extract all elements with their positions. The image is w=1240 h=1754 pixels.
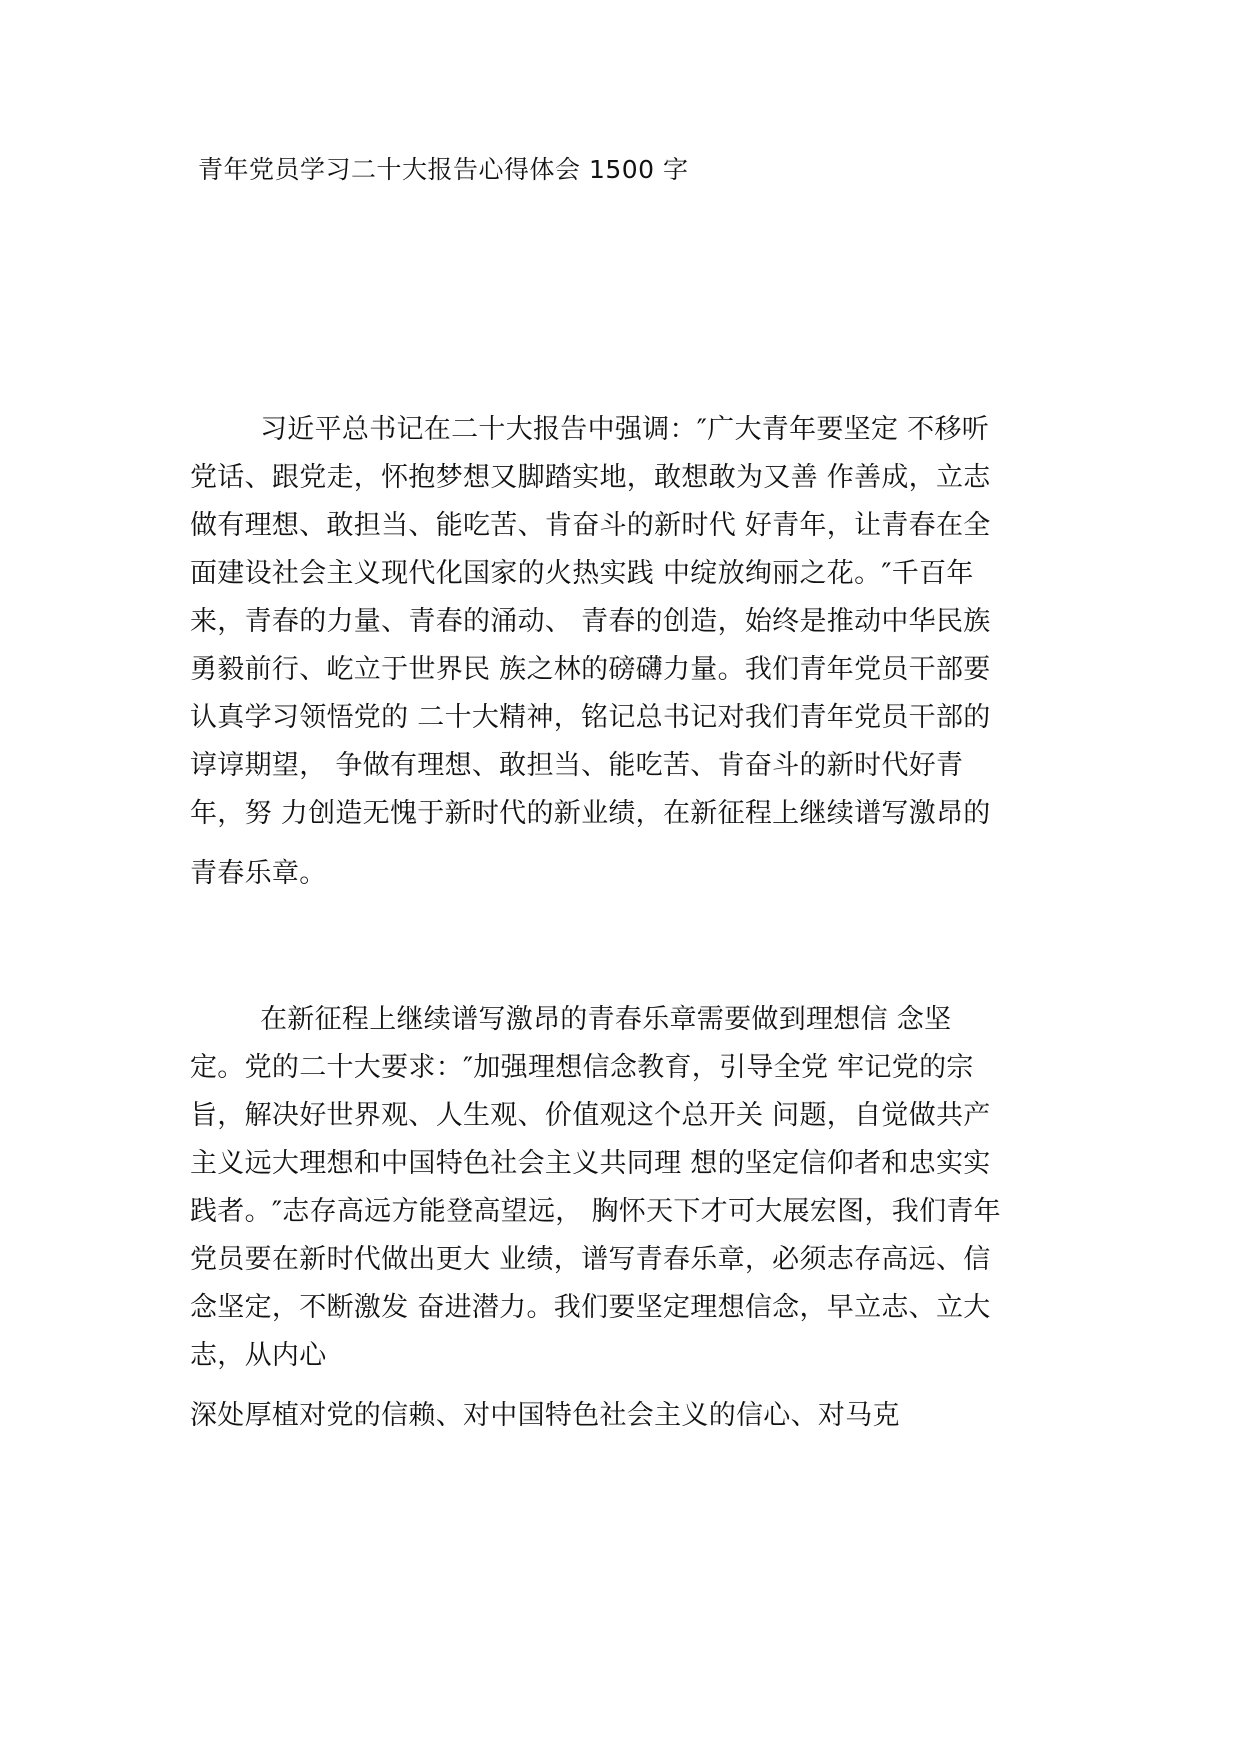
paragraph-line: 习近平总书记在二十大报告中强调：″广大青年要坚定 不移听 (260, 414, 990, 445)
paragraph-line: 谆谆期望， 争做有理想、敢担当、能吃苦、肯奋斗的新时代好青 (190, 750, 964, 781)
document-title: 青年党员学习二十大报告心得体会 1500 字 (198, 155, 689, 184)
paragraph-line: 主义远大理想和中国特色社会主义共同理 想的坚定信仰者和忠实实 (190, 1148, 991, 1179)
paragraph-line: 青春乐章。 (190, 858, 327, 889)
paragraph-line: 党话、跟党走，怀抱梦想又脚踏实地，敢想敢为又善 作善成，立志 (190, 462, 991, 493)
paragraph-line: 来，青春的力量、青春的涌动、 青春的创造，始终是推动中华民族 (190, 606, 991, 637)
paragraph-line: 认真学习领悟党的 二十大精神，铭记总书记对我们青年党员干部的 (190, 702, 991, 733)
paragraph-line: 深处厚植对党的信赖、对中国特色社会主义的信心、对马克 (190, 1400, 900, 1431)
paragraph-line: 党员要在新时代做出更大 业绩，谱写青春乐章，必须志存高远、信 (190, 1244, 991, 1275)
paragraph-line: 在新征程上继续谱写激昂的青春乐章需要做到理想信 念坚 (260, 1004, 952, 1035)
paragraph-line: 践者。″志存高远方能登高望远， 胸怀天下才可大展宏图，我们青年 (190, 1196, 1001, 1227)
paragraph-line: 定。党的二十大要求：″加强理想信念教育，引导全党 牢记党的宗 (190, 1052, 974, 1083)
paragraph-line: 做有理想、敢担当、能吃苦、肯奋斗的新时代 好青年，让青春在全 (190, 510, 991, 541)
paragraph-line: 面建设社会主义现代化国家的火热实践 中绽放绚丽之花。″千百年 (190, 558, 974, 589)
paragraph-line: 旨，解决好世界观、人生观、价值观这个总开关 问题，自觉做共产 (190, 1100, 991, 1131)
paragraph-line: 勇毅前行、屹立于世界民 族之林的磅礴力量。我们青年党员干部要 (190, 654, 991, 685)
paragraph-line: 志，从内心 (190, 1340, 327, 1371)
paragraph-line: 念坚定，不断激发 奋进潜力。我们要坚定理想信念，早立志、立大 (190, 1292, 991, 1323)
paragraph-line: 年，努 力创造无愧于新时代的新业绩，在新征程上继续谱写激昂的 (190, 798, 991, 829)
